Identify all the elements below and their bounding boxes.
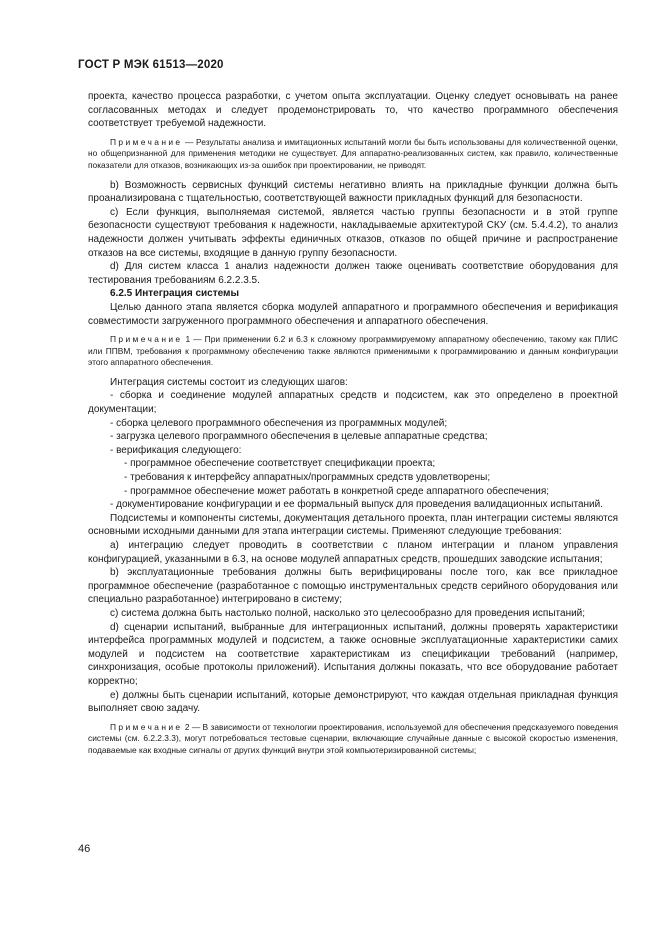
item-c: c) Если функция, выполняемая системой, является частью группы безопасности и в этой группе безопасности существуют требования к надежности, накладываемые архитектурой СКУ (см. 5.4.4.2), то анализ надежности должен учитывать эффекты единичных отказов, отказов по общей причине и распространение отказов на все системы, входящие в данную группу безопасности. (88, 206, 618, 259)
paragraph-continuation: проекта, качество процесса разработки, с учетом опыта эксплуатации. Оценку следует основывать на ранее согласованных методах и следует продемонстрировать то, что качество программного обеспечения соответствует требуемой надежности. (88, 91, 618, 130)
item-b: b) Возможность сервисных функций системы негативно влиять на прикладные функции должна быть проанализирована с тщательностью, соответствующей важности прикладных функций для безопасности. (88, 179, 618, 205)
step-2: - сборка целевого программного обеспечения из программных модулей; (110, 417, 448, 429)
note-text: 2 — В зависимости от технологии проектирования, используемой для обеспечения предсказуемого поведения системы (см. 6.2.2.3.3), могут потребоваться тестовые сценарии, включающие случайные данные с высокой скоростью изменения, подаваемые как входные сигналы от других функций внутри этой компьютеризированной системы; (88, 721, 618, 755)
note-0 (88, 137, 618, 172)
step-3: - загрузка целевого программного обеспечения в целевые аппаратные средства; (110, 431, 488, 443)
step-1: - сборка и соединение модулей аппаратных средств и подсистем, как это определено в проектной документации; (88, 390, 618, 416)
substep-3: - программное обеспечение может работать в конкретной среде аппаратного обеспечения; (124, 485, 550, 497)
note-label: Примечание (110, 136, 183, 147)
substep-2: - требования к интерфейсу аппаратных/программных средств удовлетворены; (124, 472, 491, 484)
step-5: - документирование конфигурации и ее формальный выпуск для проведения валидационных испытаний. (110, 499, 603, 511)
section-heading: 6.2.5 Интеграция системы (110, 288, 239, 300)
subsystems-paragraph: Подсистемы и компоненты системы, документация детального проекта, план интеграции системы являются основными исходными данными для этапа интеграции системы. Применяют следующие требования: (88, 512, 618, 538)
page-number: 46 (78, 843, 91, 855)
requirement-c: c) система должна быть настолько полной, насколько это целесообразно для проведения испытаний; (110, 607, 586, 619)
page-body (88, 90, 618, 764)
requirement-e: e) должны быть сценарии испытаний, которые демонстрируют, что каждая отдельная прикладная функция выполняет свою задачу. (88, 689, 618, 715)
note-text: — Результаты анализа и имитационных испытаний могли бы быть использованы для количественной оценки, но общепризнанной для применения методики не существует. Для аппаратно-реализованных систем, как правило, количественные показатели для отказов, возникающих из-за ошибок при проектировании, не приводят. (88, 136, 618, 170)
note-label: Примечание (110, 334, 183, 345)
note-text: 1 — При применении 6.2 и 6.3 к сложному программируемому аппаратному обеспечению, такому как ПЛИС или ППВМ, требования к программному обеспечению также являются применимыми к программированию и данным конфигурации этого аппаратного обеспечения. (88, 334, 618, 368)
requirement-b: b) эксплуатационные требования должны быть верифицированы после того, как все прикладное программное обеспечение (разработанное с помощью инструментальных средств серийного оборудования или специально разработанное) интегрировано в систему; (88, 567, 618, 606)
note-1 (88, 334, 618, 369)
goal-paragraph: Целью данного этапа является сборка модулей аппаратного и программного обеспечения и верификация совместимости загруженного программного обеспечения и аппаратного обеспечения. (88, 301, 618, 327)
step-4: - верификация следующего: (110, 444, 242, 456)
note-label: Примечание (110, 721, 183, 732)
requirement-a: a) интеграцию следует проводить в соответствии с планом интеграции и планом управления конфигурацией, указанными в 6.3, на основе модулей аппаратных средств, прошедших заводские испытания; (88, 540, 618, 565)
note-2 (88, 722, 618, 757)
substep-1: - программное обеспечение соответствует спецификации проекта; (124, 458, 436, 470)
steps-intro: Интеграция системы состоит из следующих шагов: (110, 376, 348, 388)
item-d: d) Для систем класса 1 анализ надежности должен также оценивать соответствие оборудования для тестирования требованиям 6.2.2.3.5. (88, 261, 618, 286)
standard-header: ГОСТ Р МЭК 61513—2020 (78, 59, 224, 71)
requirement-d: d) сценарии испытаний, выбранные для интеграционных испытаний, должны проверять характеристики интерфейса программных модулей и подсистем, а также основные эксплуатационные характеристики самих модулей и подсистем на соответствие характеристикам из спецификации требований (например, синхронизация, особые протоколы приложений). Испытания должны показать, что все оборудование работает корректно; (88, 621, 618, 687)
